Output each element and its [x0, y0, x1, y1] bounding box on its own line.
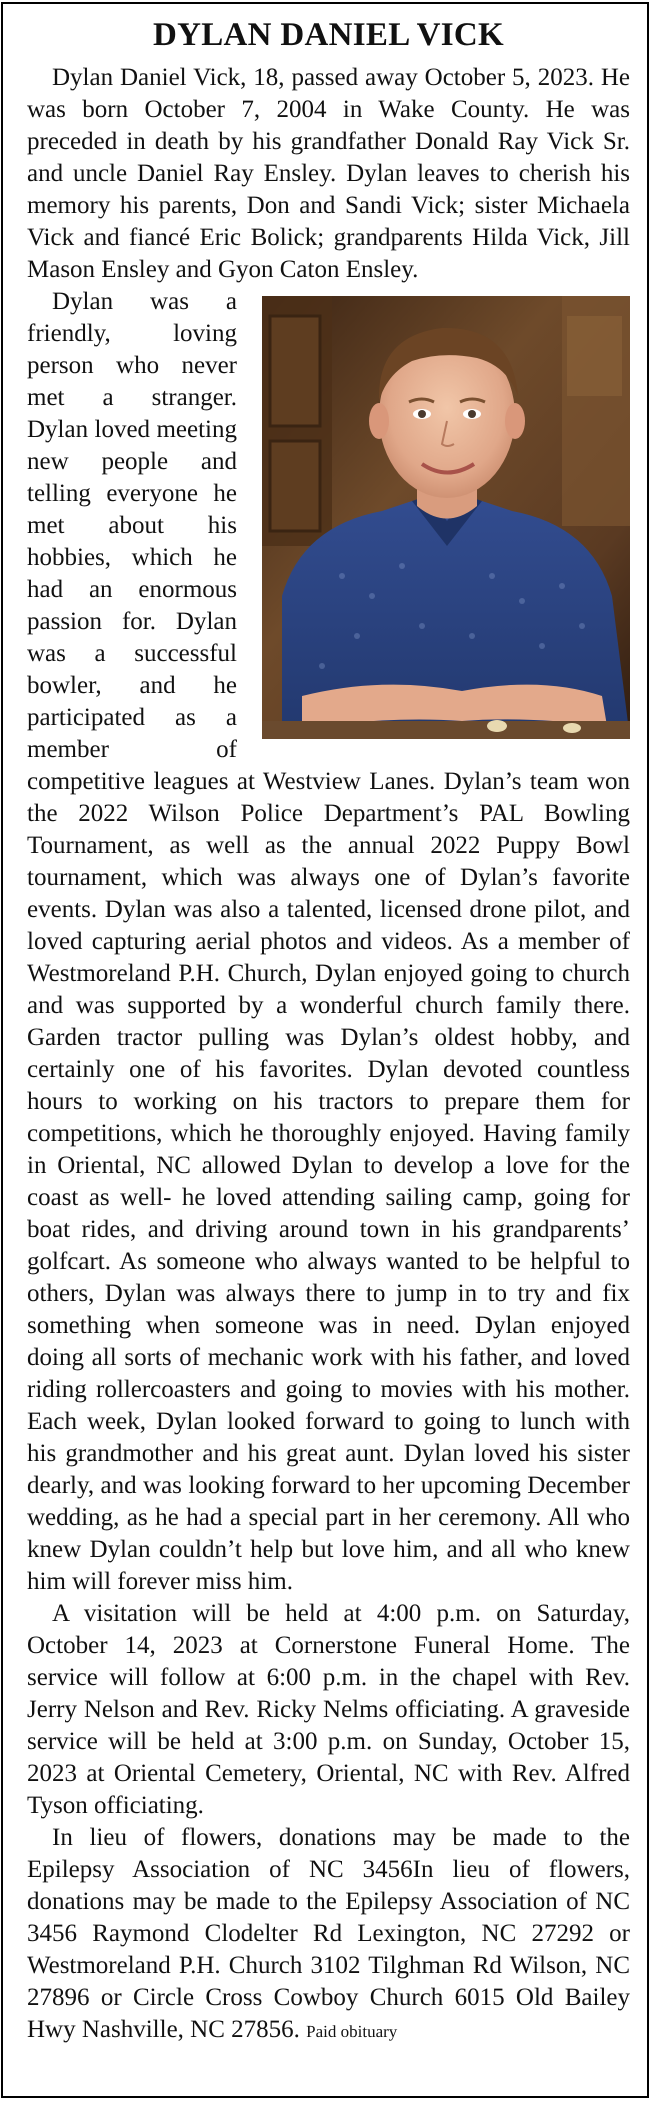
portrait-photo: [262, 296, 630, 739]
obituary-page: [1, 2, 649, 2098]
paragraph-donations-text: In lieu of flowers, donations may be made to the Epilepsy Association of NC 3456In lieu of flowers, donations may be made to the Epilepsy Association of NC 3456 Raymond Clodelter Rd Lexington, NC 27292 or Westmoreland P.H. Church 3102 Tilghman Rd Wilson, NC 27896 or Circle Cross Cowboy Church 6015 Old Bailey Hwy Nashville, NC 27856.: [27, 1824, 630, 2043]
paragraph-donations: [27, 1822, 630, 2048]
paragraph-services: [27, 1598, 630, 1822]
paragraph-family-text: Dylan Daniel Vick, 18, passed away October 5, 2023. He was born October 7, 2004 in Wake County. He was preceded in death by his grandfather Donald Ray Vick Sr. and uncle Daniel Ray Ensley. Dylan leaves to cherish his memory his parents, Don and Sandi Vick; sister Michaela Vick and fiancé Eric Bolick; grandparents Hilda Vick, Jill Mason Ensley and Gyon Caton Ensley.: [27, 64, 630, 283]
obituary-title: DYLAN DANIEL VICK: [152, 17, 505, 53]
paragraph-life-text: Dylan was a friendly, loving person who never met a stranger. Dylan loved meeting new people and telling everyone he met about his hobbies, which he had an enormous passion for. Dylan was a successful bowler, and he participated as a member of competitive leagues at Westview Lanes. Dylan’s team won the 2022 Wilson Police Department’s PAL Bowling Tournament, as well as the annual 2022 Puppy Bowl tournament, which was always one of Dylan’s favorite events. Dylan was also a talented, licensed drone pilot, and loved capturing aerial photos and videos. As a member of Westmoreland P.H. Church, Dylan enjoyed going to church and was supported by a wonderful church family there. Garden tractor pulling was Dylan’s oldest hobby, and certainly one of his favorites. Dylan devoted countless hours to working on his tractors to prepare them for competitions, which he thoroughly enjoyed. Having family in Oriental, NC allowed Dylan to develop a love for the coast as well- he loved attending sailing camp, going for boat rides, and driving around town in his grandparents’ golfcart. As someone who always wanted to be helpful to others, Dylan was always there to jump in to try and fix something when someone was in need. Dylan enjoyed doing all sorts of mechanic work with his father, and loved riding rollercoasters and going to movies with his mother. Each week, Dylan looked forward to going to lunch with his grandmother and his great aunt. Dylan loved his sister dearly, and was looking forward to her upcoming December wedding, as he had a special part in her ceremony. All who knew Dylan couldn’t help but love him, and all who knew him will forever miss him.: [27, 288, 630, 1595]
portrait-photo-drawing: [262, 296, 630, 739]
paragraph-services-text: A visitation will be held at 4:00 p.m. on Saturday, October 14, 2023 at Cornerstone Funeral Home. The service will follow at 6:00 p.m. in the chapel with Rev. Jerry Nelson and Rev. Ricky Nelms officiating. A graveside service will be held at 3:00 p.m. on Sunday, October 15, 2023 at Oriental Cemetery, Oriental, NC with Rev. Alfred Tyson officiating.: [27, 1600, 630, 1819]
paid-obituary-label: Paid obituary: [306, 2022, 398, 2041]
paragraph-family: [27, 62, 630, 286]
